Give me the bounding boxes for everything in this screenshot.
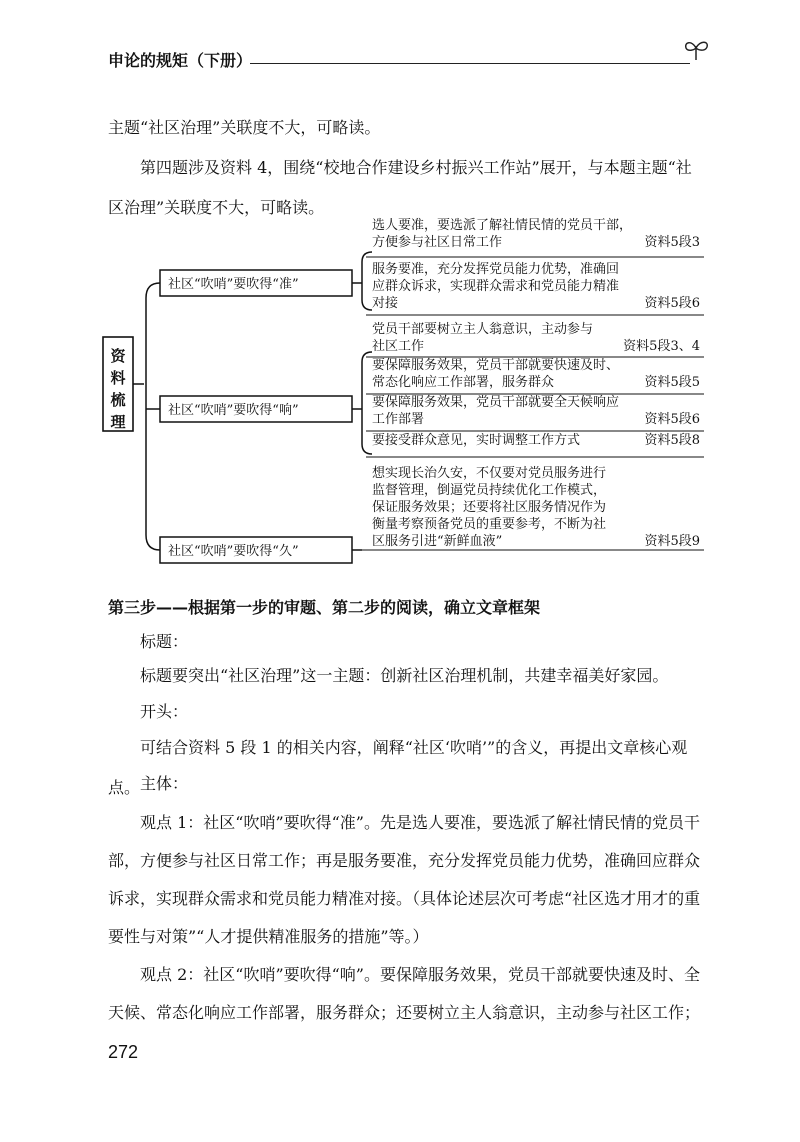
leaf-text-line: 要接受群众意见，实时调整工作方式 — [372, 433, 581, 448]
page-number: 272 — [108, 1042, 139, 1062]
mindmap-root-char-1: 资 — [110, 347, 126, 365]
opening-label: 开头： — [140, 702, 189, 721]
leaf-text-line: 监督管理，倒逼党员持续优化工作模式， — [372, 483, 607, 498]
body-label: 主体： — [140, 774, 189, 793]
opening-text: 可结合资料 5 段 1 的相关内容，阐释“社区‘吹哨’”的含义，再提出文章核心观点。 — [108, 738, 688, 797]
branch-label-loud: 社区“吹哨”要吹得“响” — [168, 403, 299, 418]
leaf-source: 资料5段6 — [644, 412, 700, 427]
branch-lasting — [160, 537, 352, 563]
title-label: 标题： — [140, 632, 189, 651]
leaf-source: 资料5段5 — [644, 375, 700, 390]
leaf-source: 资料5段6 — [644, 296, 700, 311]
paragraph-2: 第四题涉及资料 4，围绕“校地合作建设乡村振兴工作站”展开，与本题主题“社区治理”关联度不大，可略读。 — [108, 158, 692, 217]
leaf-text-line: 要保障服务效果，党员干部就要快速及时、 — [372, 358, 620, 373]
leaf-text-line: 党员干部要树立主人翁意识，主动参与 — [372, 322, 594, 337]
leaf-text-line: 保证服务效果；还要将社区服务情况作为 — [372, 500, 607, 515]
leaf-text-line: 选人要准，要选派了解社情民情的党员干部， — [372, 218, 633, 233]
leaf-text-line: 常态化响应工作部署，服务群众 — [372, 375, 555, 390]
mindmap-leaves — [372, 217, 700, 549]
point-1: 观点 1：社区“吹哨”要吹得“准”。先是选人要准，要选派了解社情民情的党员干部，方便参与社区日常工作；再是服务要准，充分发挥党员能力优势，准确回应群众诉求，实现群众需求和党员能力精准对接。（具体论述层次可考虑“社区选才用才的重要性与对策”“人才提供精准服务的措施”等。） — [108, 813, 701, 946]
leaf-text-line: 应群众诉求，实现群众需求和党员能力精准 — [372, 279, 620, 294]
branch-precise — [160, 270, 352, 296]
running-header-title: 申论的规矩（下册） — [108, 51, 253, 70]
step3-heading: 第三步——根据第一步的审题、第二步的阅读，确立文章框架 — [108, 598, 541, 617]
mindmap-root-char-4: 理 — [110, 413, 126, 431]
mindmap-root-char-3: 梳 — [110, 391, 126, 409]
leaf-text-line: 想实现长治久安，不仅要对党员服务进行 — [372, 466, 607, 481]
branch-loud — [160, 396, 352, 422]
leaf-text-line: 衡量考察预备党员的重要参考，不断为社 — [372, 517, 607, 532]
leaf-text-line: 区服务引进“新鲜血液” — [372, 534, 503, 549]
leaf-text-line: 对接 — [372, 296, 399, 311]
leaf-source: 资料5段8 — [644, 433, 700, 448]
title-text: 标题要突出“社区治理”这一主题：创新社区治理机制，共建幸福美好家园。 — [140, 666, 669, 685]
point-2: 观点 2：社区“吹哨”要吹得“响”。要保障服务效果，党员干部就要快速及时、全天候、常态化响应工作部署，服务群众；还要树立主人翁意识，主动参与社区工作； — [108, 965, 701, 1022]
branch-label-precise: 社区“吹哨”要吹得“准” — [168, 277, 299, 292]
leaf-source: 资料5段9 — [644, 534, 700, 549]
leaf-text-line: 社区工作 — [372, 339, 425, 354]
leaf-text-line: 方便参与社区日常工作 — [372, 235, 503, 250]
leaf-text-line: 工作部署 — [372, 412, 425, 427]
leaf-text-line: 要保障服务效果，党员干部就要全天候响应 — [372, 395, 620, 410]
mindmap-root-char-2: 料 — [110, 369, 126, 387]
leaf-source: 资料5段3、4 — [623, 339, 700, 354]
leaf-text-line: 服务要准，充分发挥党员能力优势，准确回 — [372, 262, 620, 277]
leaf-source: 资料5段3 — [644, 235, 700, 250]
branch-label-lasting: 社区“吹哨”要吹得“久” — [168, 544, 299, 559]
paragraph-1: 主题“社区治理”关联度不大，可略读。 — [108, 118, 381, 137]
